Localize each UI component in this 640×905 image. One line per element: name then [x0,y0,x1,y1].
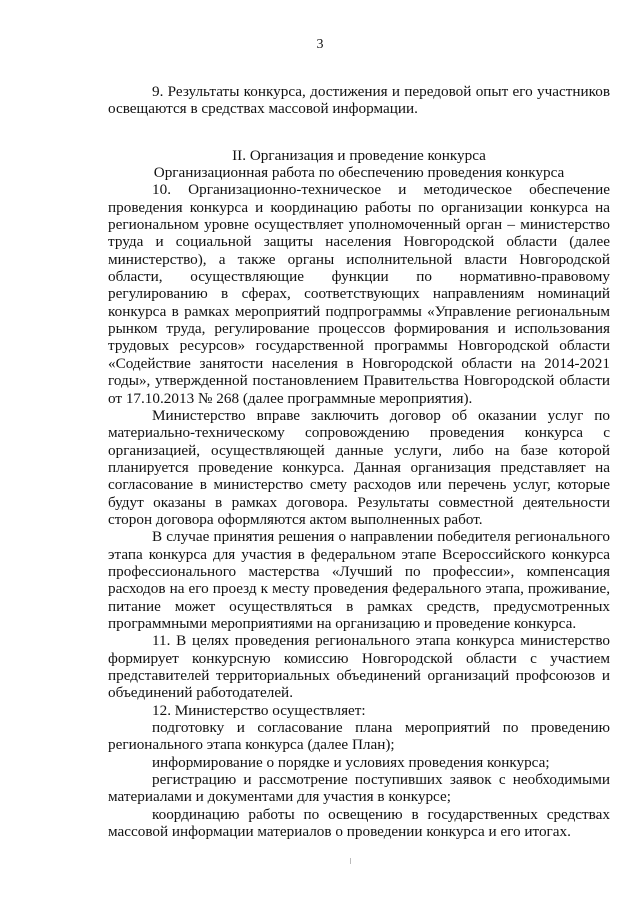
paragraph-12-registration: регистрацию и рассмотрение поступивших заявок с необходимыми материалами и документами для участия в конкурсе; [108,771,610,806]
paragraph-12-informing: информирование о порядке и условиях проведения конкурса; [152,753,550,771]
spacer [108,118,610,135]
spacer [108,135,610,147]
page-number: 3 [316,37,324,52]
section-subtitle: Организационная работа по обеспечению проведения конкурса [153,164,565,182]
section-title: II. Организация и проведение конкурса [232,146,486,164]
paragraph-11: 11. В целях проведения регионального этапа конкурса министерство формирует конкурсную комиссию Новгородской области с участием представителей территориальных объединений организаций профсоюзов и объединений работодателей. [108,632,610,702]
paragraph-12-coordination: координацию работы по освещению в государственных средствах массовой информации материалов о проведении конкурса и его итогах. [108,805,610,841]
document-body [108,83,610,840]
scan-artifact [350,858,351,864]
paragraph-10-contract: Министерство вправе заключить договор об оказании услуг по материально-техническому сопровождению проведения конкурса с организацией, осуществляющей данные услуги, либо на базе которой планируется проведение конкурса. Данная организация представляет на согласование в министерство смету расходов или перечень услуг, которые будут оказаны в рамках договора. Результаты совместной деятельности сторон договора оформляются актом выполненных работ. [108,406,610,528]
paragraph-12: 12. Министерство осуществляет: [152,701,366,719]
paragraph-12-plan: подготовку и согласование плана мероприятий по проведению регионального этапа конкурса (далее План); [108,719,610,754]
paragraph-10: 10. Организационно-техническое и методическое обеспечение проведения конкурса и координацию работы по организации конкурса на региональном уровне осуществляет уполномоченный орган – министерство труда и социальной защиты населения Новгородской области (далее министерство), а также органы исполнительной власти Новгородской области, осуществляющие функции по нормативно-правовому регулированию в сферах, соответствующих направлениям номинаций конкурса в рамках мероприятий подпрограммы «Управление региональным рынком труда, регулирование процессов формирования и использования трудовых ресурсов» государственной программы Новгородской области «Содействие занятости населения в Новгородской области на 2014-2021 годы», утвержденной постановлением Правительства Новгородской области от 17.10.2013 № 268 (далее программные мероприятия). [108,181,610,407]
paragraph-9: 9. Результаты конкурса, достижения и передовой опыт его участников освещаются в средствах массовой информации. [108,83,610,118]
paragraph-10-federal: В случае принятия решения о направлении победителя регионального этапа конкурса для участия в федеральном этапе Всероссийского конкурса профессионального мастерства «Лучший по профессии», компенсация расходов на его проезд к месту проведения федерального этапа, проживание, питание может осуществляться в рамках средств, предусмотренных программными мероприятиями на организацию и проведение конкурса. [108,528,610,632]
